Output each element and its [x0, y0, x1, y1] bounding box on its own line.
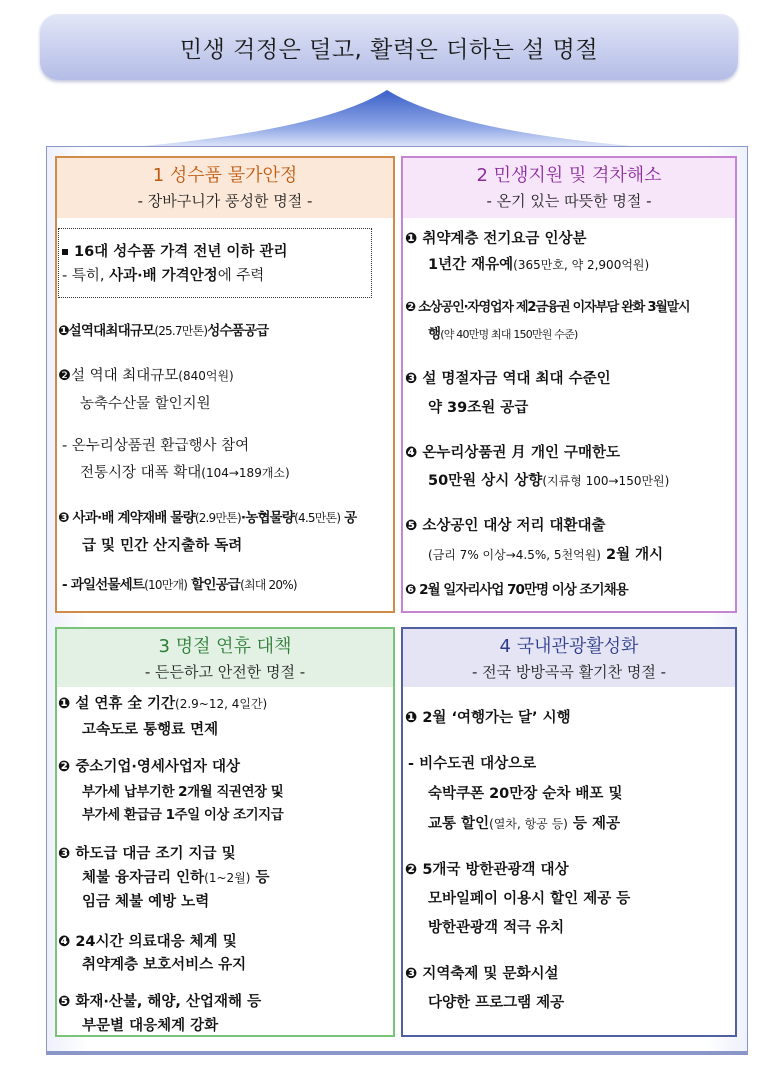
- list-item: 고속도로 통행료 면제: [82, 722, 219, 738]
- section-header: [403, 629, 735, 687]
- list-item: 약 39조원 공급: [428, 400, 529, 416]
- list-item: 농축수산물 할인지원: [80, 396, 211, 412]
- list-item: ❺ 소상공인 대상 저리 대환대출: [405, 518, 606, 534]
- list-item: - 온누리상품권 환급행사 참여: [62, 438, 250, 454]
- page-title: 민생 걱정은 덜고, 활력은 더하는 설 명절: [179, 36, 599, 63]
- list-item: 취약계층 보호서비스 유지: [82, 957, 247, 973]
- list-item: 다양한 프로그램 제공: [428, 995, 565, 1011]
- list-item: ❷ 5개국 방한관광객 대상: [405, 862, 569, 878]
- list-item: 전통시장 대폭 확대(104→189개소): [80, 465, 290, 481]
- list-item: 교통 할인(열차, 항공 등) 등 제공: [428, 816, 620, 832]
- list-item: 행(약 40만명 최대 150만원 수준): [428, 326, 578, 342]
- list-item: ❶ 취약계층 전기요금 인상분: [405, 231, 587, 247]
- section-title: 3 명절 연휴 대책: [158, 636, 292, 657]
- list-item: 부문별 대응체계 강화: [82, 1018, 219, 1034]
- list-item: - 과일선물세트(10만개) 할인공급(최대 20%): [62, 577, 297, 593]
- list-item: 부가세 환급금 1주일 이상 조기지급: [82, 807, 284, 823]
- list-item: 체불 융자금리 인하(1~2월) 등: [82, 870, 270, 886]
- list-item: ❷ 소상공인·자영업자 제2금융권 이자부담 완화 3월말시: [405, 300, 690, 315]
- list-item: 50만원 상시 상향(지류형 100→150만원): [428, 473, 670, 489]
- list-item: ❸ 사과·배 계약재배 물량(2.9만톤)·농협물량(4.5만톤) 공: [58, 510, 357, 526]
- list-item: ❶ 설 연휴 全 기간(2.9~12, 4일간): [58, 696, 268, 712]
- list-item: ❶설역대최대규모(25.7만톤)성수품공급: [58, 323, 269, 339]
- bottom-rule: [46, 1052, 748, 1055]
- list-item: ❹ 24시간 의료대응 체계 및: [58, 934, 237, 950]
- square-bullet-icon: [62, 249, 68, 255]
- list-item: 임금 체불 예방 노력: [82, 894, 210, 910]
- list-item: ❷설 역대 최대규모(840억원): [58, 368, 234, 384]
- list-item: ❹ 온누리상품권 月 개인 구매한도: [405, 445, 621, 461]
- title-banner: [40, 14, 738, 80]
- list-item: ❻ 2월 일자리사업 70만명 이상 조기채용: [405, 582, 628, 598]
- section-subtitle: - 전국 방방곡곡 활기찬 명절 -: [471, 663, 667, 681]
- list-item: 1년간 재유예(365만호, 약 2,900억원): [428, 257, 650, 273]
- up-arrow-icon: [60, 86, 714, 152]
- section-header: [57, 629, 393, 687]
- list-item: 모바일페이 이용시 할인 제공 등: [428, 891, 631, 907]
- list-item: ❸ 설 명절자금 역대 최대 수준인: [405, 371, 611, 387]
- list-item: 숙박쿠폰 20만장 순차 배포 및: [428, 786, 623, 802]
- list-item: ❶ 2월 ‘여행가는 달’ 시행: [405, 710, 571, 726]
- list-item: 급 및 민간 산지출하 독려: [82, 538, 243, 554]
- section-header: [57, 158, 393, 218]
- list-item: 16대 성수품 가격 전년 이하 관리: [62, 240, 288, 264]
- section-header: [403, 158, 735, 218]
- list-item: ❸ 지역축제 및 문화시설: [405, 966, 559, 982]
- section-subtitle: - 든든하고 안전한 명절 -: [144, 663, 306, 681]
- list-item: - 비수도권 대상으로: [408, 756, 537, 772]
- section-title: 1 성수품 물가안정: [152, 165, 298, 186]
- list-item: (금리 7% 이상→4.5%, 5천억원) 2월 개시: [428, 547, 664, 563]
- section-subtitle: - 온기 있는 따뜻한 명절 -: [486, 192, 652, 210]
- list-item: ❷ 중소기업·영세사업자 대상: [58, 759, 240, 775]
- section-subtitle: - 장바구니가 풍성한 명절 -: [137, 192, 313, 210]
- list-item: ❸ 하도급 대금 조기 지급 및: [58, 846, 236, 862]
- list-item: ❺ 화재·산불, 해양, 산업재해 등: [58, 994, 262, 1010]
- list-item: 부가세 납부기한 2개월 직권연장 및: [82, 784, 284, 800]
- section-title: 4 국내관광활성화: [499, 636, 639, 657]
- list-item: 방한관광객 적극 유치: [428, 920, 565, 936]
- list-item: - 특히, 사과·배 가격안정에 주력: [62, 268, 265, 284]
- section-title: 2 민생지원 및 격차해소: [476, 165, 662, 186]
